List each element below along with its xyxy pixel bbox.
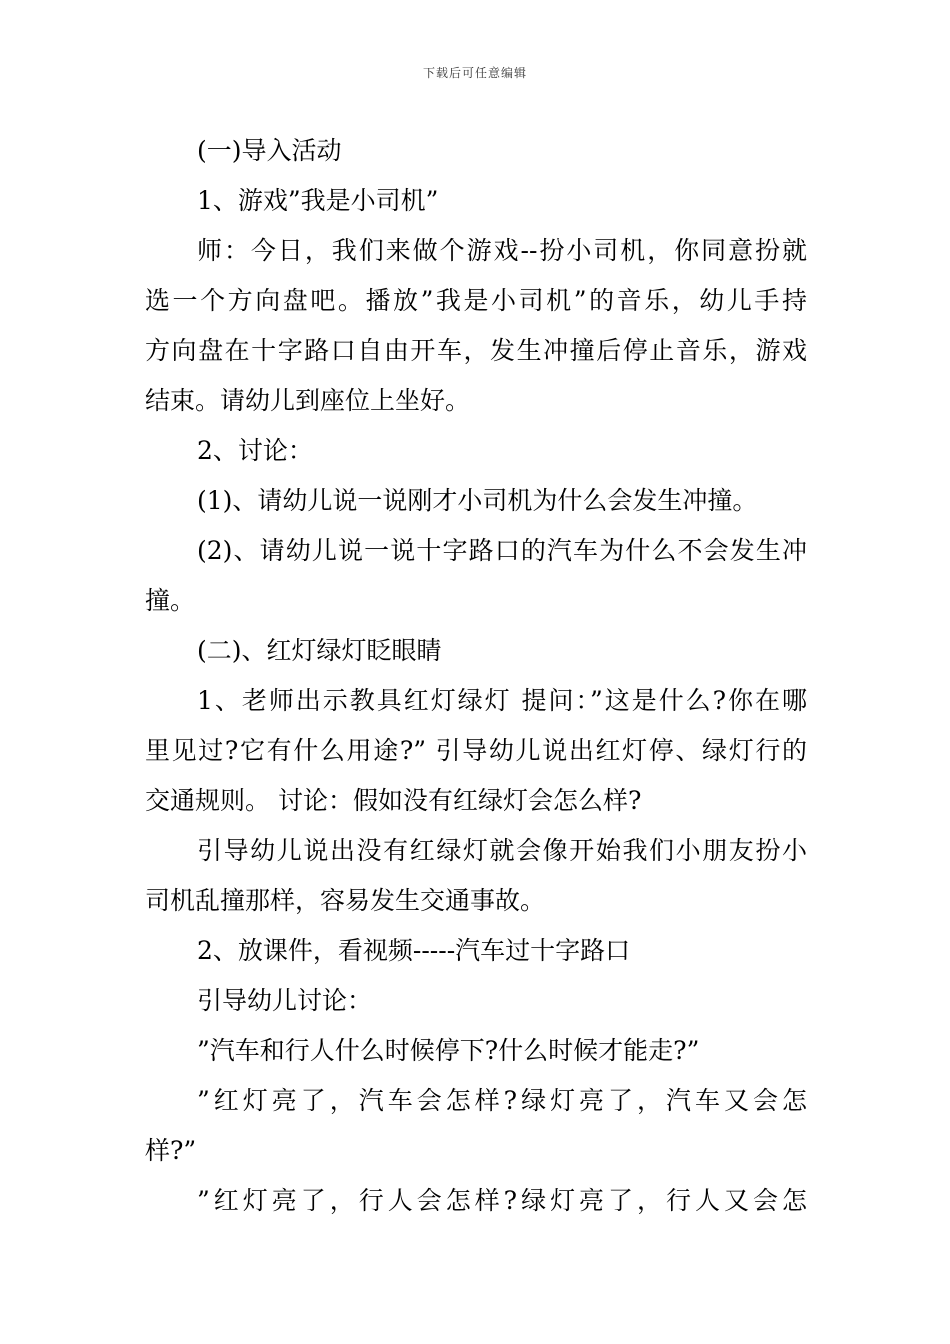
text-line: 结束。请幼儿到座位上坐好。 [145, 386, 471, 415]
text-line: 方向盘在十字路口自由开车，发生冲撞后停止音乐，游戏 [145, 336, 807, 365]
page-header: 下载后可任意编辑 [422, 66, 527, 80]
text-line: (一)导入活动 [197, 136, 342, 165]
text-line: ”红灯亮了，行人会怎样?绿灯亮了，行人又会怎 [197, 1186, 807, 1215]
text-line: 引导幼儿说出没有红绿灯就会像开始我们小朋友扮小 [197, 836, 807, 865]
text-line: 1、游戏”我是小司机” [197, 186, 439, 215]
text-line: 撞。 [145, 586, 196, 615]
text-line: 司机乱撞那样，容易发生交通事故。 [145, 886, 546, 915]
text-line: ”汽车和行人什么时候停下?什么时候才能走?” [197, 1036, 700, 1065]
text-line: (二)、红灯绿灯眨眼睛 [197, 636, 442, 665]
document-body [145, 126, 807, 1226]
text-line: 样?” [145, 1136, 197, 1165]
text-line: 师：今日，我们来做个游戏--扮小司机，你同意扮就 [197, 236, 807, 265]
text-line: 2、讨论： [197, 436, 313, 465]
text-line: 选一个方向盘吧。播放”我是小司机”的音乐，幼儿手持 [145, 286, 807, 315]
text-line: 里见过?它有什么用途?” 引导幼儿说出红灯停、绿灯行的 [145, 736, 807, 765]
text-line: (2)、请幼儿说一说十字路口的汽车为什么不会发生冲 [197, 536, 807, 565]
text-line: ”红灯亮了，汽车会怎样?绿灯亮了，汽车又会怎 [197, 1086, 807, 1115]
text-line: 2、放课件，看视频-----汽车过十字路口 [197, 936, 631, 965]
text-line: 引导幼儿讨论： [197, 986, 373, 1015]
text-line: 1、老师出示教具红灯绿灯 提问：”这是什么?你在哪 [197, 686, 807, 715]
text-line: (1)、请幼儿说一说刚才小司机为什么会发生冲撞。 [197, 486, 758, 515]
text-line: 交通规则。 讨论：假如没有红绿灯会怎么样? [145, 786, 642, 815]
